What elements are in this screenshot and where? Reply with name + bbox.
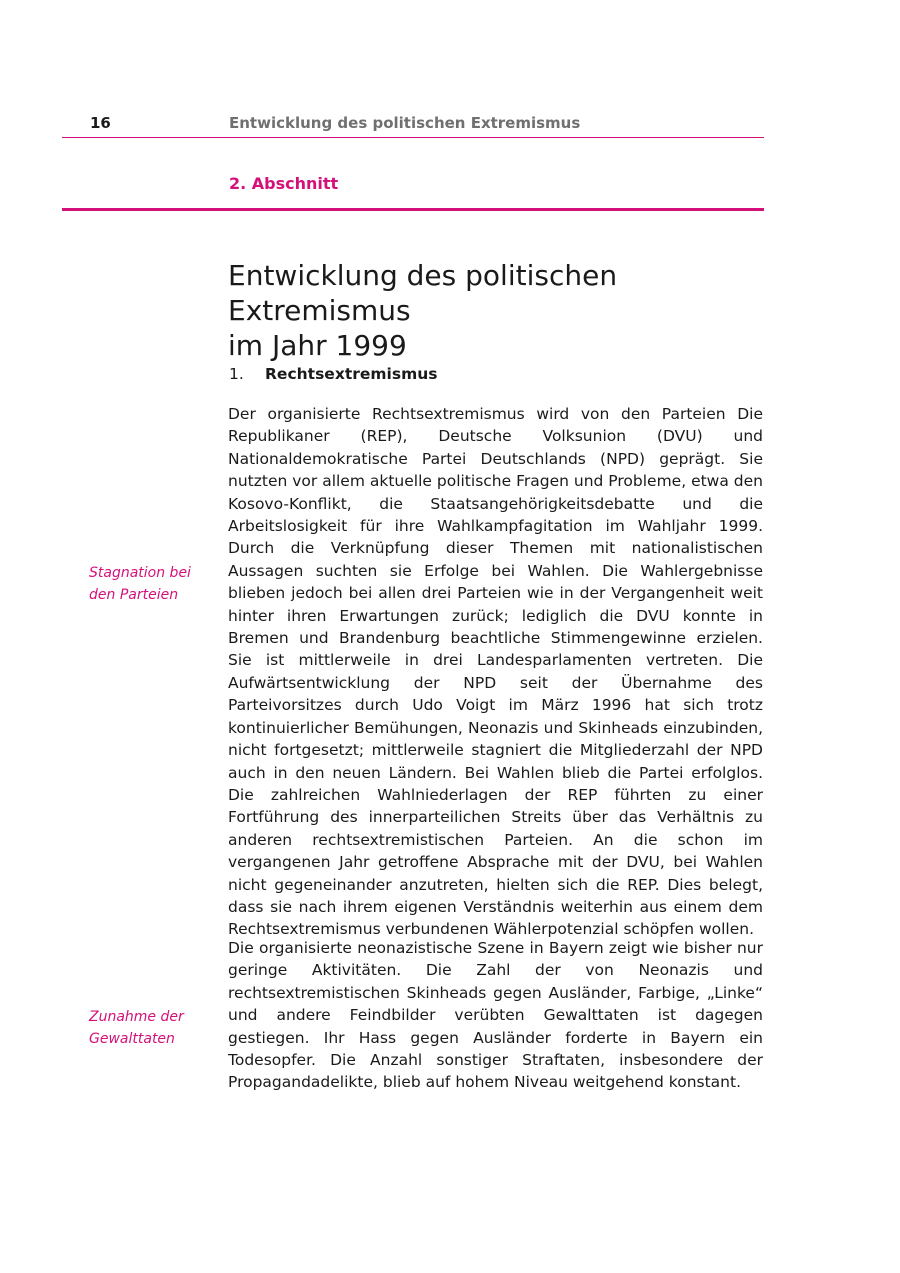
body-paragraph-1: Der organisierte Rechtsextremismus wird von den Parteien Die Republikaner (REP), Deutsche Volksunion (DVU) und Nationaldemokratische Partei Deutschlands (NPD) geprägt. Sie nutzten vor allem aktuelle politische Fragen und Probleme, etwa den Kosovo-Konflikt, die Staatsangehörigkeitsdebatte und die Arbeitslosigkeit für ihre Wahlkampfagitation im Wahljahr 1999. Durch die Verknüpfung dieser Themen mit nationalistischen Aussagen suchten sie Erfolge bei Wahlen. Die Wahlergebnisse blieben jedoch bei allen drei Parteien wie in der Vergangenheit weit hinter ihren Erwartungen zurück; lediglich die DVU konnte in Bremen und Brandenburg beachtliche Stimmengewinne erzielen. Sie ist mittlerweile in drei Landesparlamenten vertreten. Die Aufwärtsentwicklung der NPD seit der Übernahme des Parteivorsitzes durch Udo Voigt im März 1996 hat sich trotz kontinuierlicher Bemühungen, Neonazis und Skinheads einzubinden, nicht fortgesetzt; mittlerweile stagniert die Mitgliederzahl der NPD auch in den neuen Ländern. Bei Wahlen blieb die Partei erfolglos. Die zahlreichen Wahlniederlagen der REP führten zu einer Fortführung des innerparteilichen Streits über das Verhältnis zu anderen rechtsextremistischen Parteien. An die schon im vergangenen Jahr getroffene Absprache mit der DVU, bei Wahlen nicht gegeneinander anzutreten, hielten sich die REP. Dies belegt, dass sie nach ihrem eigenen Verständnis weiterhin aus einem dem Rechtsextremismus verbundenen Wählerpotenzial schöpfen wollen. <box>228 405 763 939</box>
margin-note-line: Stagnation bei <box>89 565 191 581</box>
running-title: Entwicklung des politischen Extremismus <box>229 114 581 132</box>
chapter-title-line1: Entwicklung des politischen Extremismus <box>228 259 618 327</box>
margin-note-line: Zunahme der <box>89 1009 184 1025</box>
section-label: 2. Abschnitt <box>229 174 339 193</box>
page-number: 16 <box>90 114 111 132</box>
body-paragraph-2: Die organisierte neonazistische Szene in Bayern zeigt wie bisher nur geringe Aktivitäten. Die Zahl der von Neonazis und rechtsextremistischen Skinheads gegen Ausländer, Farbige, „Linke“ und andere Feindbilder verübten Gewalttaten ist dagegen gestiegen. Ihr Hass gegen Ausländer forderte in Bayern ein Todesopfer. Die Anzahl sonstiger Straftaten, insbesondere der Propagandadelikte, blieb auf hohem Niveau weitgehend konstant. <box>228 939 763 1092</box>
section-divider <box>62 208 764 211</box>
margin-note-violence <box>89 1006 209 1051</box>
section-heading-text: Rechtsextremismus <box>265 365 438 383</box>
margin-note-stagnation <box>89 562 209 607</box>
margin-note-line: den Parteien <box>89 587 179 604</box>
chapter-title <box>228 258 768 363</box>
header-divider <box>62 137 764 138</box>
margin-note-line: Gewalttaten <box>89 1031 175 1048</box>
chapter-title-line2: im Jahr 1999 <box>228 329 407 362</box>
section-heading <box>229 365 437 383</box>
section-heading-number: 1. <box>229 365 244 383</box>
